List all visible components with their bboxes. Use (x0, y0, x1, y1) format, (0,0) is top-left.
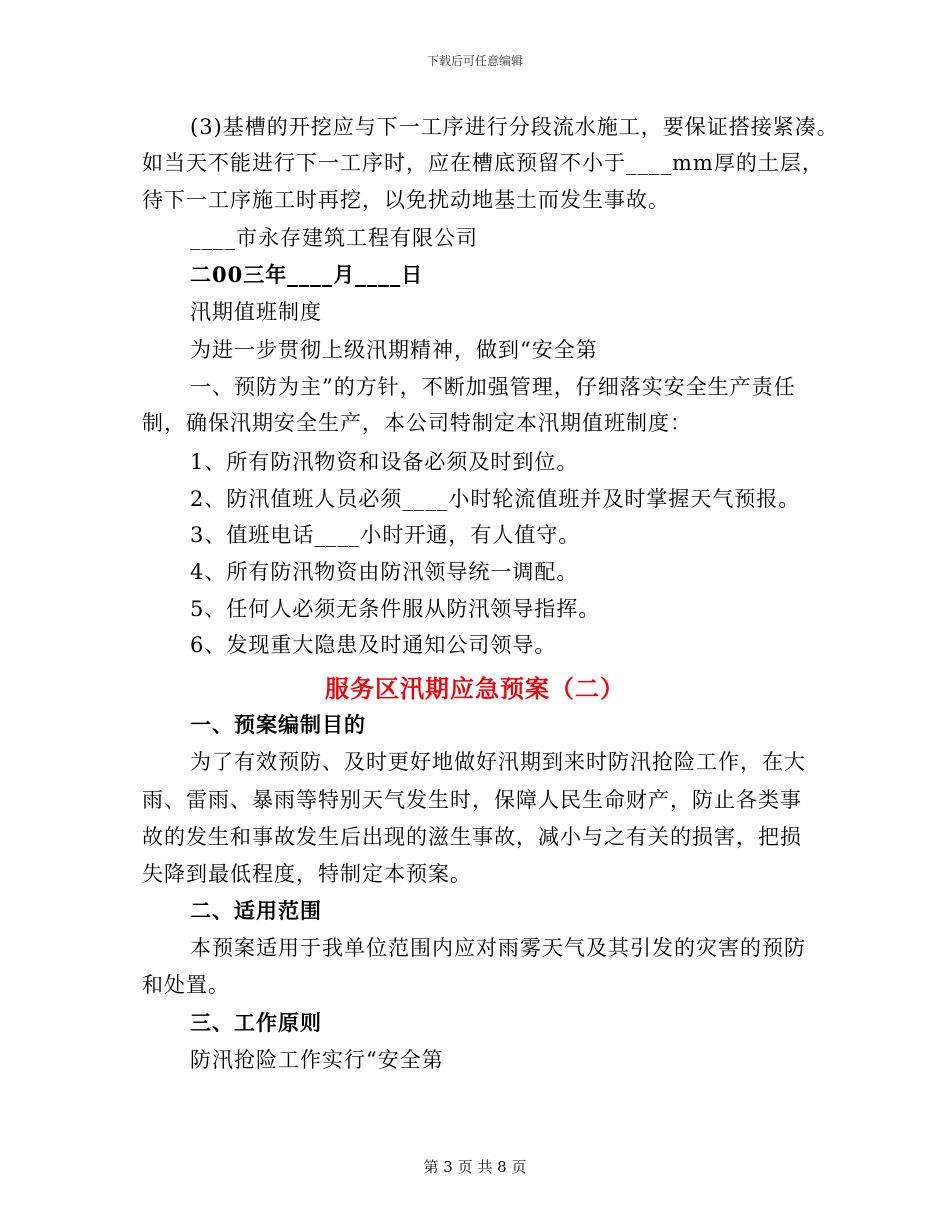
duty-rules-intro-line-3: 制，确保汛期安全生产，本公司特制定本汛期值班制度： (142, 411, 692, 435)
duty-rule-item: 6、发现重大隐患及时通知公司领导。 (190, 633, 557, 657)
page-header-note: 下载后可任意编辑 (426, 54, 523, 68)
purpose-line-3: 故的发生和事故发生后出现的滋生事故，减小与之有关的损害，把损 (142, 825, 802, 849)
duty-rule-item: 2、防汛值班人员必须____小时轮流值班并及时掌握天气预报。 (190, 487, 801, 511)
plan-title: 服务区汛期应急预案（二） (325, 674, 625, 703)
section-heading-principles: 三、工作原则 (190, 1010, 322, 1035)
duty-rule-item: 3、值班电话____小时开通，有人值守。 (190, 523, 581, 547)
page-number: 第 3 页 共 8 页 (423, 1158, 527, 1176)
paragraph-3-line-2: 如当天不能进行下一工序时，应在槽底预留不小于____mm厚的土层， (142, 151, 824, 175)
scope-line-1: 本预案适用于我单位范围内应对雨雾天气及其引发的灾害的预防 (190, 936, 806, 960)
duty-rule-item: 1、所有防汛物资和设备必须及时到位。 (190, 450, 579, 474)
signature-date: 二00三年____月____日 (190, 262, 424, 287)
company-signature: ____市永存建筑工程有限公司 (190, 226, 478, 250)
principles-line-1: 防汛抢险工作实行“安全第 (190, 1048, 444, 1072)
duty-rules-intro-line-2: 一、预防为主”的方针，不断加强管理，仔细落实安全生产责任 (190, 375, 796, 399)
purpose-line-2: 雨、雷雨、暴雨等特别天气发生时，保障人民生命财产，防止各类事 (142, 788, 802, 812)
paragraph-3-line-1: (3)基槽的开挖应与下一工序进行分段流水施工，要保证搭接紧凑。 (190, 115, 839, 139)
paragraph-3-line-3: 待下一工序施工时再挖，以免扰动地基土而发生事故。 (142, 188, 670, 212)
duty-rules-intro-line-1: 为进一步贯彻上级汛期精神，做到“安全第 (190, 338, 598, 362)
duty-rules-title: 汛期值班制度 (190, 300, 322, 324)
purpose-line-1: 为了有效预防、及时更好地做好汛期到来时防汛抢险工作，在大 (190, 750, 806, 774)
section-heading-purpose: 一、预案编制目的 (190, 712, 366, 737)
duty-rule-item: 4、所有防汛物资由防汛领导统一调配。 (190, 560, 579, 584)
scope-line-2: 和处置。 (142, 973, 230, 997)
section-heading-scope: 二、适用范围 (190, 898, 322, 923)
purpose-line-4: 失降到最低程度，特制定本预案。 (142, 862, 472, 886)
duty-rule-item: 5、任何人必须无条件服从防汛领导指挥。 (190, 597, 601, 621)
